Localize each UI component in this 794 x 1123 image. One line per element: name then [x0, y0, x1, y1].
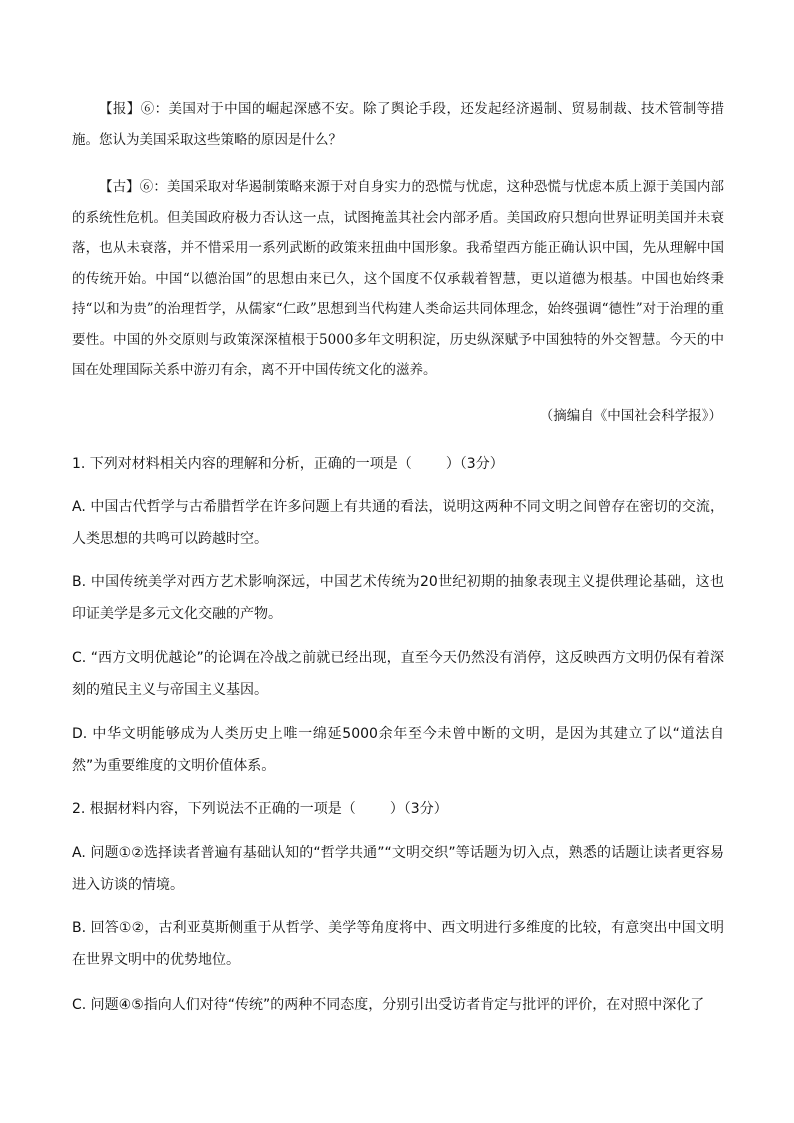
question-1-option-b: B. 中国传统美学对西方艺术影响深远，中国艺术传统为20世纪初期的抽象表现主义提供理论基础，这也印证美学是多元文化交融的产物。	[72, 574, 724, 622]
question-2-option-a: A. 问题①②选择读者普遍有基础认知的“哲学共通”“文明交织”等话题为切入点，熟悉的话题让读者更容易进入访谈的情境。	[72, 845, 724, 893]
interview-question-6	[72, 94, 724, 155]
question-text: 美国对于中国的崛起深感不安。除了舆论手段，还发起经济遏制、贸易制裁、技术管制等措施。您认为美国采取这些策略的原因是什么？	[72, 101, 725, 148]
interview-answer-6	[72, 172, 724, 386]
question-2-option-b: B. 回答①②，古利亚莫斯侧重于从哲学、美学等角度将中、西文明进行多维度的比较，有意突出中国文明在世界文明中的优势地位。	[72, 920, 724, 968]
question-1-stem: 1. 下列对材料相关内容的理解和分析，正确的一项是（ ）（3分）	[72, 456, 504, 472]
question-1-option-c: C. “西方文明优越论”的论调在冷战之前就已经出现，直至今天仍然没有消停，这反映西方文明仍保有着深刻的殖民主义与帝国主义基因。	[72, 650, 724, 698]
interviewee-tag: 【古】⑥：	[99, 179, 167, 195]
reporter-tag: 【报】⑥：	[99, 101, 169, 117]
source-citation: （摘编自《中国社会科学报》）	[539, 408, 722, 424]
question-1-option-a: A. 中国古代哲学与古希腊哲学在许多问题上有共通的看法，说明这两种不同文明之间曾存在密切的交流，人类思想的共鸣可以跨越时空。	[72, 499, 724, 547]
question-2-option-c: C. 问题④⑤指向人们对待“传统”的两种不同态度，分别引出受访者肯定与批评的评价，在对照中深化了	[72, 997, 705, 1013]
question-2-stem: 2. 根据材料内容，下列说法不正确的一项是（ ）（3分）	[72, 801, 448, 817]
answer-text: 美国采取对华遏制策略来源于对自身实力的恐慌与忧虑，这种恐慌与忧虑本质上源于美国内部的系统性危机。但美国政府极力否认这一点，试图掩盖其社会内部矛盾。美国政府只想向世界证明美国并未衰落，也从未衰落，并不惜采用一系列武断的政策来扭曲中国形象。我希望西方能正确认识中国，先从理解中国的传统开始。中国“以德治国”的思想由来已久，这个国度不仅承载着智慧，更以道德为根基。中国也始终秉持“以和为贵”的治理哲学，从儒家“仁政”思想到当代构建人类命运共同体理念，始终强调“德性”对于治理的重要性。中国的外交原则与政策深深植根于5000多年文明积淀，历史纵深赋予中国独特的外交智慧。今天的中国在处理国际关系中游刃有余，离不开中国传统文化的滋养。	[72, 179, 725, 378]
question-1-option-d: D. 中华文明能够成为人类历史上唯一绵延5000余年至今未曾中断的文明，是因为其建立了以“道法自然”为重要维度的文明价值体系。	[72, 726, 724, 774]
